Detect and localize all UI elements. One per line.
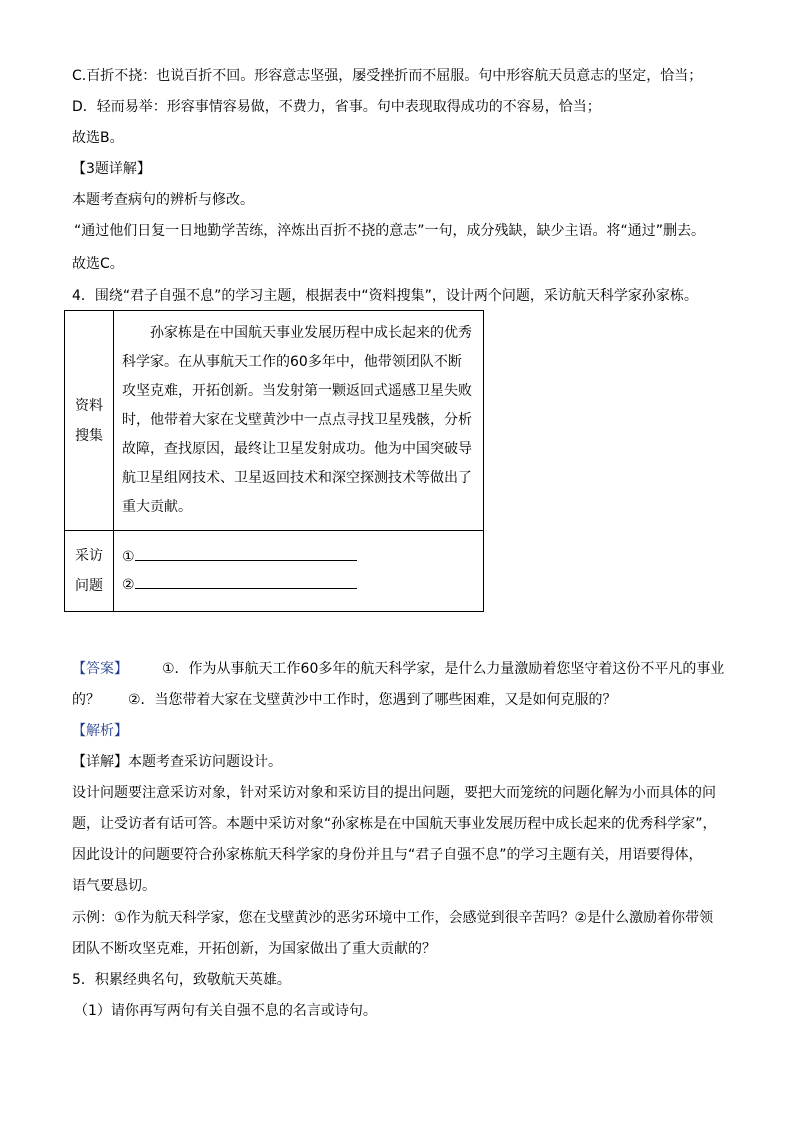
choose-c-text: 故选C。 bbox=[72, 256, 124, 272]
answer-text-2b: ②．当您带着大家在戈壁黄沙中工作时，您遇到了哪些困难，又是如何克服的？ bbox=[128, 692, 617, 708]
example-line-1: 示例：①作为航天科学家，您在戈壁黄沙的恶劣环境中工作，会感觉到很辛苦吗？②是什么激励着你带领 bbox=[72, 910, 714, 926]
analysis-header: 【解析】 bbox=[72, 723, 128, 739]
question-4-text: 4．围绕“君子自强不息”的学习主题，根据表中“资料搜集”，设计两个问题，采访航天科学家孙家栋。 bbox=[72, 288, 698, 304]
detail-tag: 【详解】 bbox=[72, 754, 128, 770]
detail-text: 本题考查采访问题设计。 bbox=[128, 754, 282, 770]
analysis-p2: 题，让受访者有话可答。本题中采访对象“孙家栋是在中国航天事业发展历程中成长起来的优秀科学家”， bbox=[72, 816, 717, 832]
answer-text-1: ①．作为从事航天工作60多年的航天科学家，是什么力量激励着您坚守着这份不平凡的事业 bbox=[162, 661, 725, 677]
detail-line bbox=[72, 752, 282, 772]
answer-blank-1[interactable] bbox=[135, 546, 357, 561]
option-d-text: D．轻而易举：形容事情容易做，不费力，省事。句中表现取得成功的不容易，恰当； bbox=[72, 99, 601, 115]
answer-blank-2[interactable] bbox=[135, 574, 357, 589]
label-interview-a: 采访 bbox=[75, 548, 103, 564]
q3-line-2: “通过他们日复一日地勤学苦练，淬炼出百折不挠的意志”一句，成分残缺，缺少主语。将“通过”删去。 bbox=[74, 223, 706, 239]
label-collect-b: 搜集 bbox=[75, 427, 103, 444]
interview-questions-cell bbox=[114, 531, 484, 612]
question-2-marker: ② bbox=[122, 577, 135, 593]
table-label-interview bbox=[65, 531, 114, 612]
question-5-title: 5．积累经典名句，致敬航天英雄。 bbox=[72, 972, 291, 988]
question-1-marker: ① bbox=[122, 549, 135, 565]
table-label-collect bbox=[65, 311, 114, 531]
choose-b-text: 故选B。 bbox=[72, 130, 124, 146]
analysis-p4: 语气要恳切。 bbox=[72, 878, 156, 894]
answer-line-2 bbox=[72, 690, 617, 710]
info-table bbox=[64, 310, 484, 612]
question-5-sub: （1）请你再写两句有关自强不息的名言或诗句。 bbox=[74, 1003, 377, 1019]
label-interview-b: 问题 bbox=[75, 578, 103, 594]
example-line-2: 团队不断攻坚克难，开拓创新，为国家做出了重大贡献的？ bbox=[72, 941, 436, 957]
answer-text-2a: 的？ bbox=[72, 692, 100, 708]
question-1-row bbox=[122, 543, 475, 571]
label-collect-a: 资料 bbox=[75, 397, 103, 414]
answer-line-1 bbox=[72, 659, 724, 679]
analysis-p1: 设计问题要注意采访对象，针对采访对象和采访目的提出问题，要把大而笼统的问题化解为小而具体的问 bbox=[72, 785, 716, 801]
material-paragraph: 孙家栋是在中国航天事业发展历程中成长起来的优秀科学家。在从事航天工作的60多年中，他带领团队不断攻坚克难，开拓创新。当发射第一颗返回式遥感卫星失败时，他带着大家在戈壁黄沙中一点点寻找卫星残骸，分析故障，查找原因，最终让卫星发射成功。他为中国突破导航卫星组网技术、卫星返回技术和深空探测技术等做出了重大贡献。 bbox=[122, 325, 472, 515]
option-c-text: C.百折不挠：也说百折不回。形容意志坚强，屡受挫折而不屈服。句中形容航天员意志的坚定，恰当； bbox=[72, 68, 703, 84]
q3-line-1: 本题考查病句的辨析与修改。 bbox=[72, 192, 254, 208]
answer-header: 【答案】 bbox=[72, 661, 128, 677]
question-2-row bbox=[122, 571, 475, 599]
table-content bbox=[114, 311, 484, 531]
analysis-p3: 因此设计的问题要符合孙家栋航天科学家的身份并且与“君子自强不息”的学习主题有关，用语要得体， bbox=[72, 847, 703, 863]
q3-header: 【3题详解】 bbox=[72, 161, 151, 177]
